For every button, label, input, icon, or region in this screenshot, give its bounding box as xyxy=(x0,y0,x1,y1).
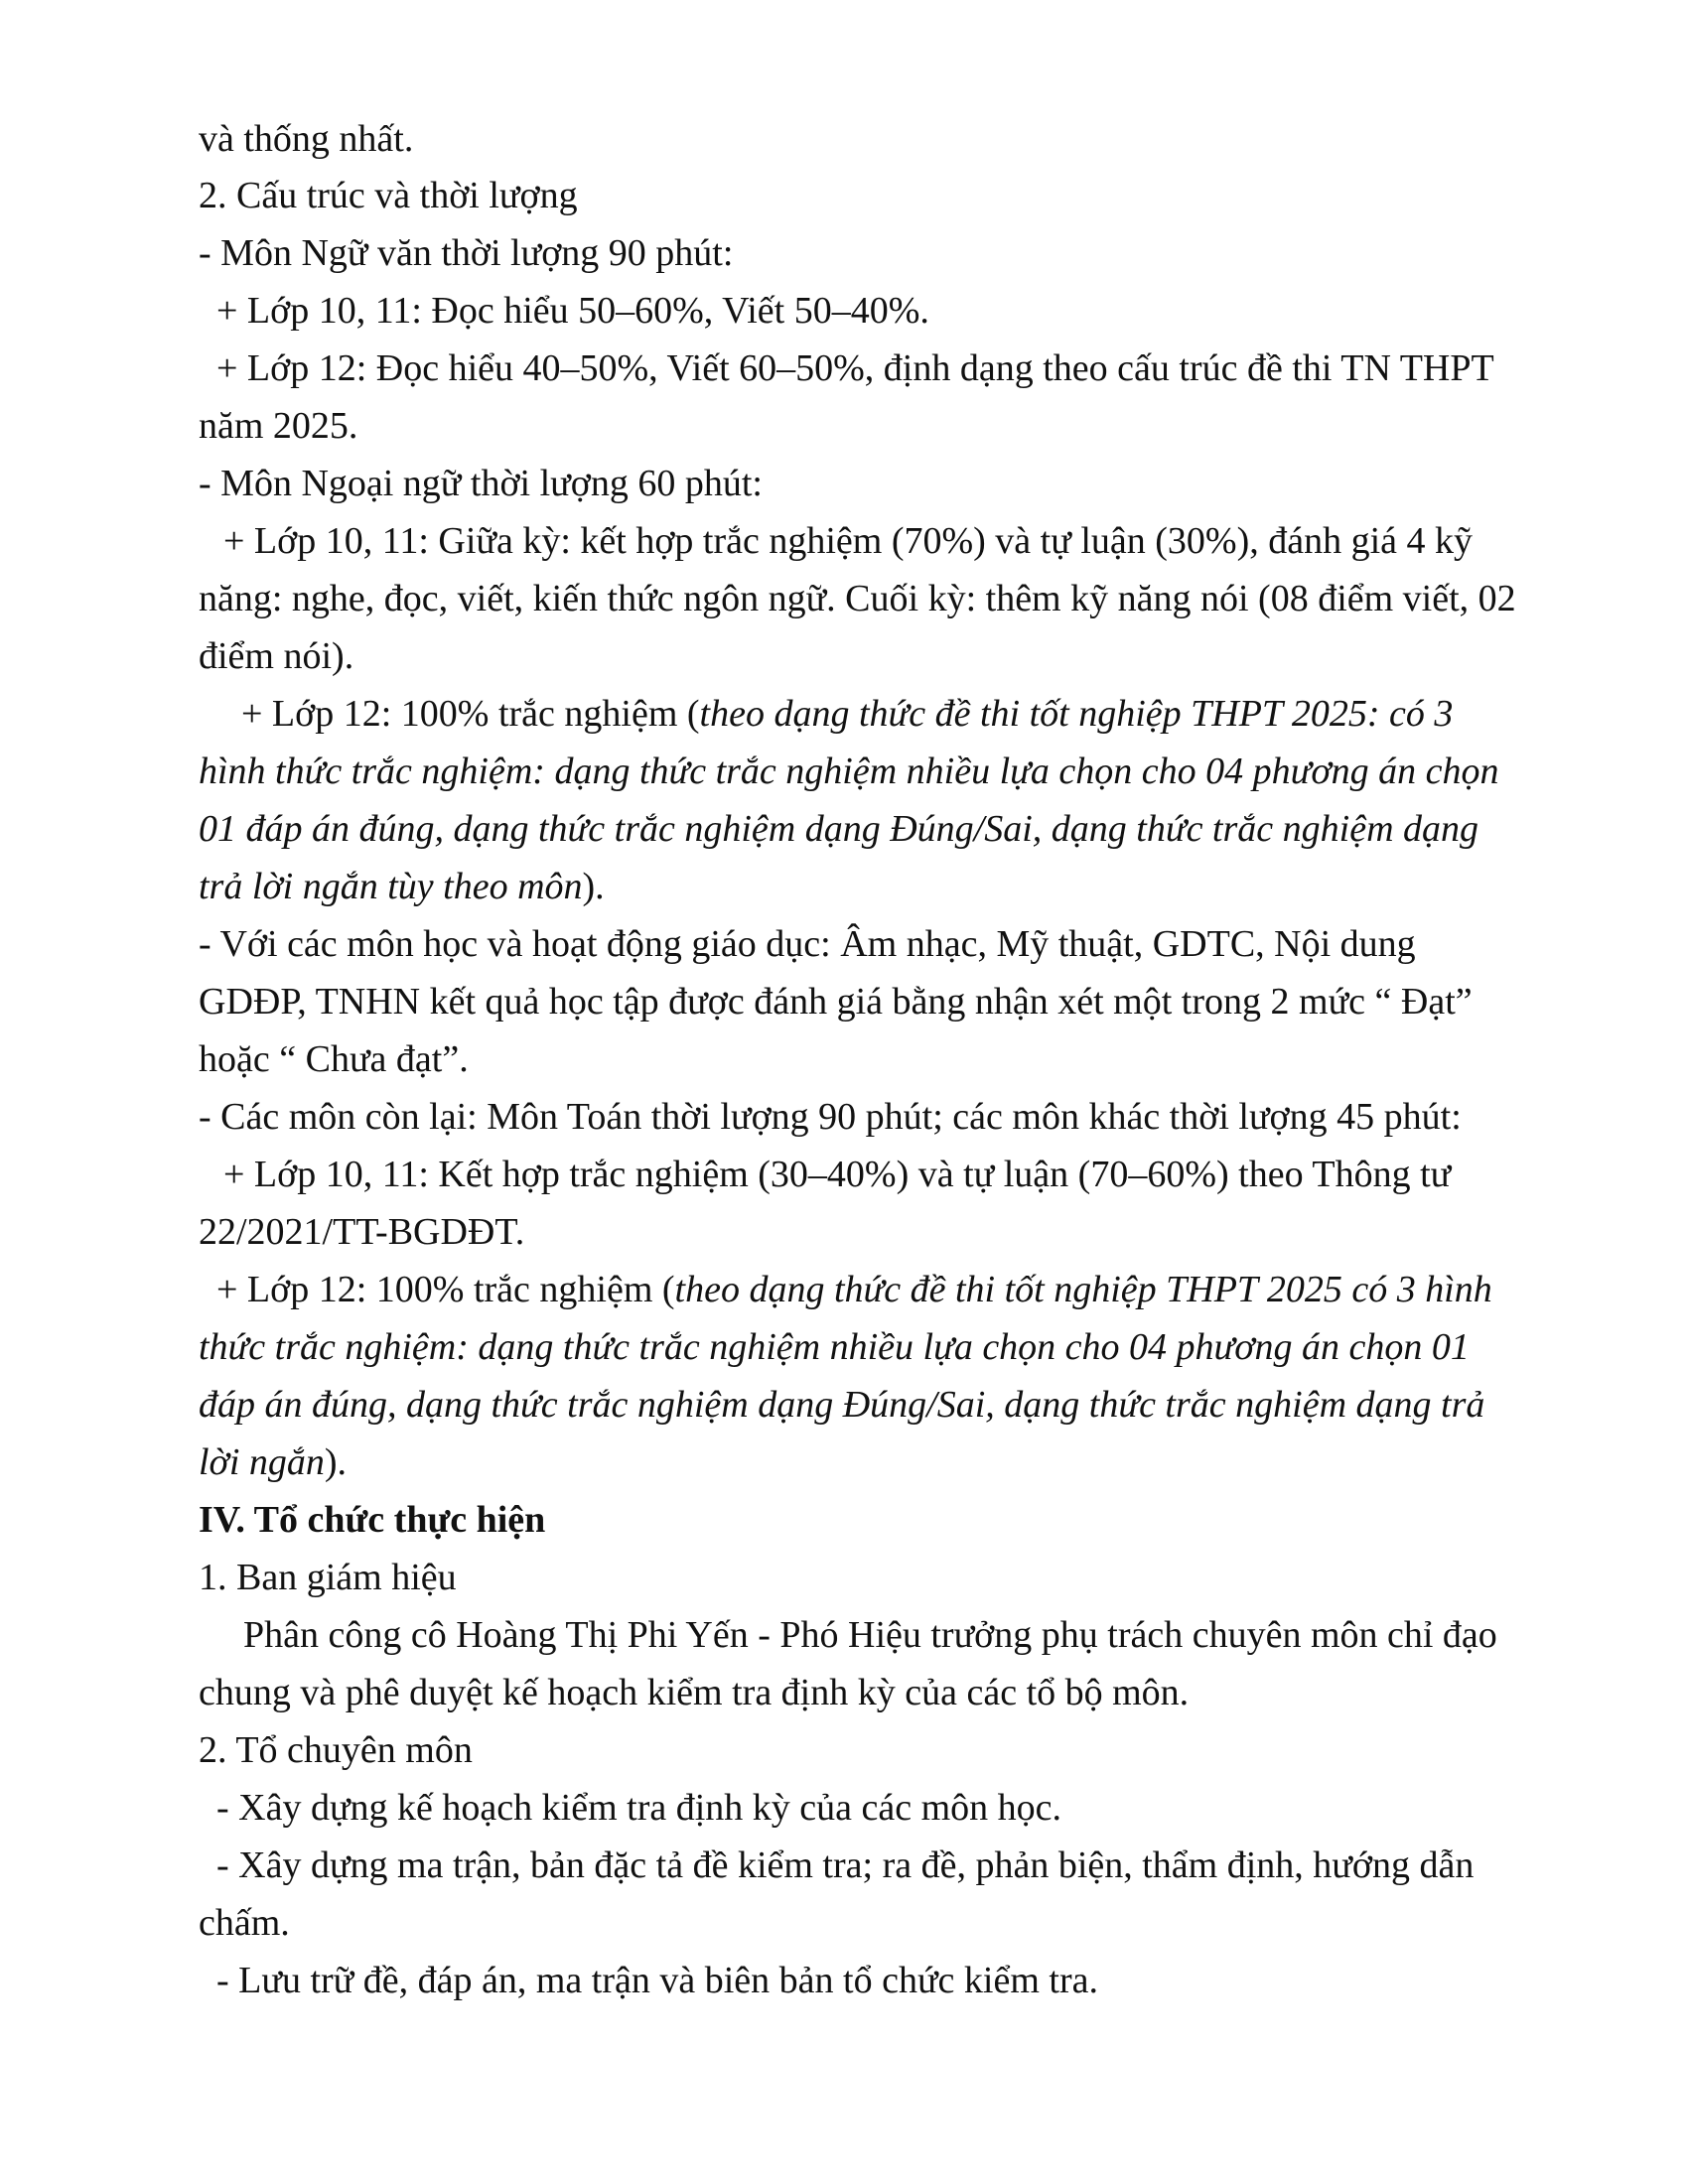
text-line: hoặc “ Chưa đạt”. xyxy=(199,1038,469,1080)
text-line: 22/2021/TT-BGDĐT. xyxy=(199,1211,525,1253)
list-item: - Xây dựng ma trận, bản đặc tả đề kiểm tra; ra đề, phản biện, thẩm định, hướng dẫn xyxy=(216,1844,1475,1886)
text-line: + Lớp 12: Đọc hiểu 40–50%, Viết 60–50%, định dạng theo cấu trúc đề thi TN THPT xyxy=(216,347,1494,389)
text-line: đáp án đúng, dạng thức trắc nghiệm dạng Đúng/Sai, dạng thức trắc nghiệm dạng trả xyxy=(199,1384,1485,1426)
text-line: + Lớp 10, 11: Giữa kỳ: kết hợp trắc nghiệm (70%) và tự luận (30%), đánh giá 4 kỹ xyxy=(223,520,1474,562)
list-item: - Lưu trữ đề, đáp án, ma trận và biên bản tổ chức kiểm tra. xyxy=(216,1960,1098,2001)
text-line: GDĐP, TNHN kết quả học tập được đánh giá bằng nhận xét một trong 2 mức “ Đạt” xyxy=(199,981,1473,1023)
text-run: + Lớp 12: 100% trắc nghiệm ( xyxy=(216,1269,675,1310)
text-line: - Môn Ngoại ngữ thời lượng 60 phút: xyxy=(199,463,763,504)
text-line: hình thức trắc nghiệm: dạng thức trắc nghiệm nhiều lựa chọn cho 04 phương án chọn xyxy=(199,751,1499,792)
text-line: chung và phê duyệt kế hoạch kiểm tra định kỳ của các tổ bộ môn. xyxy=(199,1672,1190,1713)
text-line: - Các môn còn lại: Môn Toán thời lượng 90 phút; các môn khác thời lượng 45 phút: xyxy=(199,1096,1462,1138)
subsection-heading-structure: 2. Cấu trúc và thời lượng xyxy=(199,175,578,216)
text-run: + Lớp 12: 100% trắc nghiệm ( xyxy=(241,693,700,735)
text-line xyxy=(199,1440,347,1484)
subsection-heading-board: 1. Ban giám hiệu xyxy=(199,1557,457,1598)
italic-text-run: theo dạng thức đề thi tốt nghiệp THPT 2025: có 3 xyxy=(699,693,1454,735)
text-line: thức trắc nghiệm: dạng thức trắc nghiệm nhiều lựa chọn cho 04 phương án chọn 01 xyxy=(199,1326,1470,1368)
italic-text-run: trả lời ngắn tùy theo môn xyxy=(199,866,583,907)
text-run: ). xyxy=(582,866,605,907)
text-line: + Lớp 10, 11: Đọc hiểu 50–60%, Viết 50–40%. xyxy=(216,290,929,332)
text-line: năm 2025. xyxy=(199,405,358,447)
text-line: - Với các môn học và hoạt động giáo dục: Âm nhạc, Mỹ thuật, GDTC, Nội dung xyxy=(199,923,1416,965)
text-line: năng: nghe, đọc, viết, kiến thức ngôn ngữ. Cuối kỳ: thêm kỹ năng nói (08 điểm viết, 02 xyxy=(199,578,1516,619)
text-line xyxy=(216,1268,1492,1311)
text-line: chấm. xyxy=(199,1902,290,1944)
text-line xyxy=(241,692,1453,736)
subsection-heading-department: 2. Tổ chuyên môn xyxy=(199,1729,473,1771)
text-line: 01 đáp án đúng, dạng thức trắc nghiệm dạng Đúng/Sai, dạng thức trắc nghiệm dạng xyxy=(199,808,1479,850)
section-heading-implementation: IV. Tổ chức thực hiện xyxy=(199,1499,546,1541)
text-line xyxy=(199,865,605,908)
text-run: ). xyxy=(324,1441,348,1483)
italic-text-run: theo dạng thức đề thi tốt nghiệp THPT 2025 có 3 hình xyxy=(674,1269,1492,1310)
italic-text-run: lời ngắn xyxy=(199,1441,325,1483)
list-item: - Xây dựng kế hoạch kiểm tra định kỳ của các môn học. xyxy=(216,1787,1062,1829)
text-line: - Môn Ngữ văn thời lượng 90 phút: xyxy=(199,232,734,274)
text-line: Phân công cô Hoàng Thị Phi Yến - Phó Hiệu trưởng phụ trách chuyên môn chỉ đạo xyxy=(243,1614,1497,1656)
text-line: + Lớp 10, 11: Kết hợp trắc nghiệm (30–40%) và tự luận (70–60%) theo Thông tư xyxy=(223,1154,1452,1195)
text-line: điểm nói). xyxy=(199,635,354,677)
text-line: và thống nhất. xyxy=(199,118,414,160)
